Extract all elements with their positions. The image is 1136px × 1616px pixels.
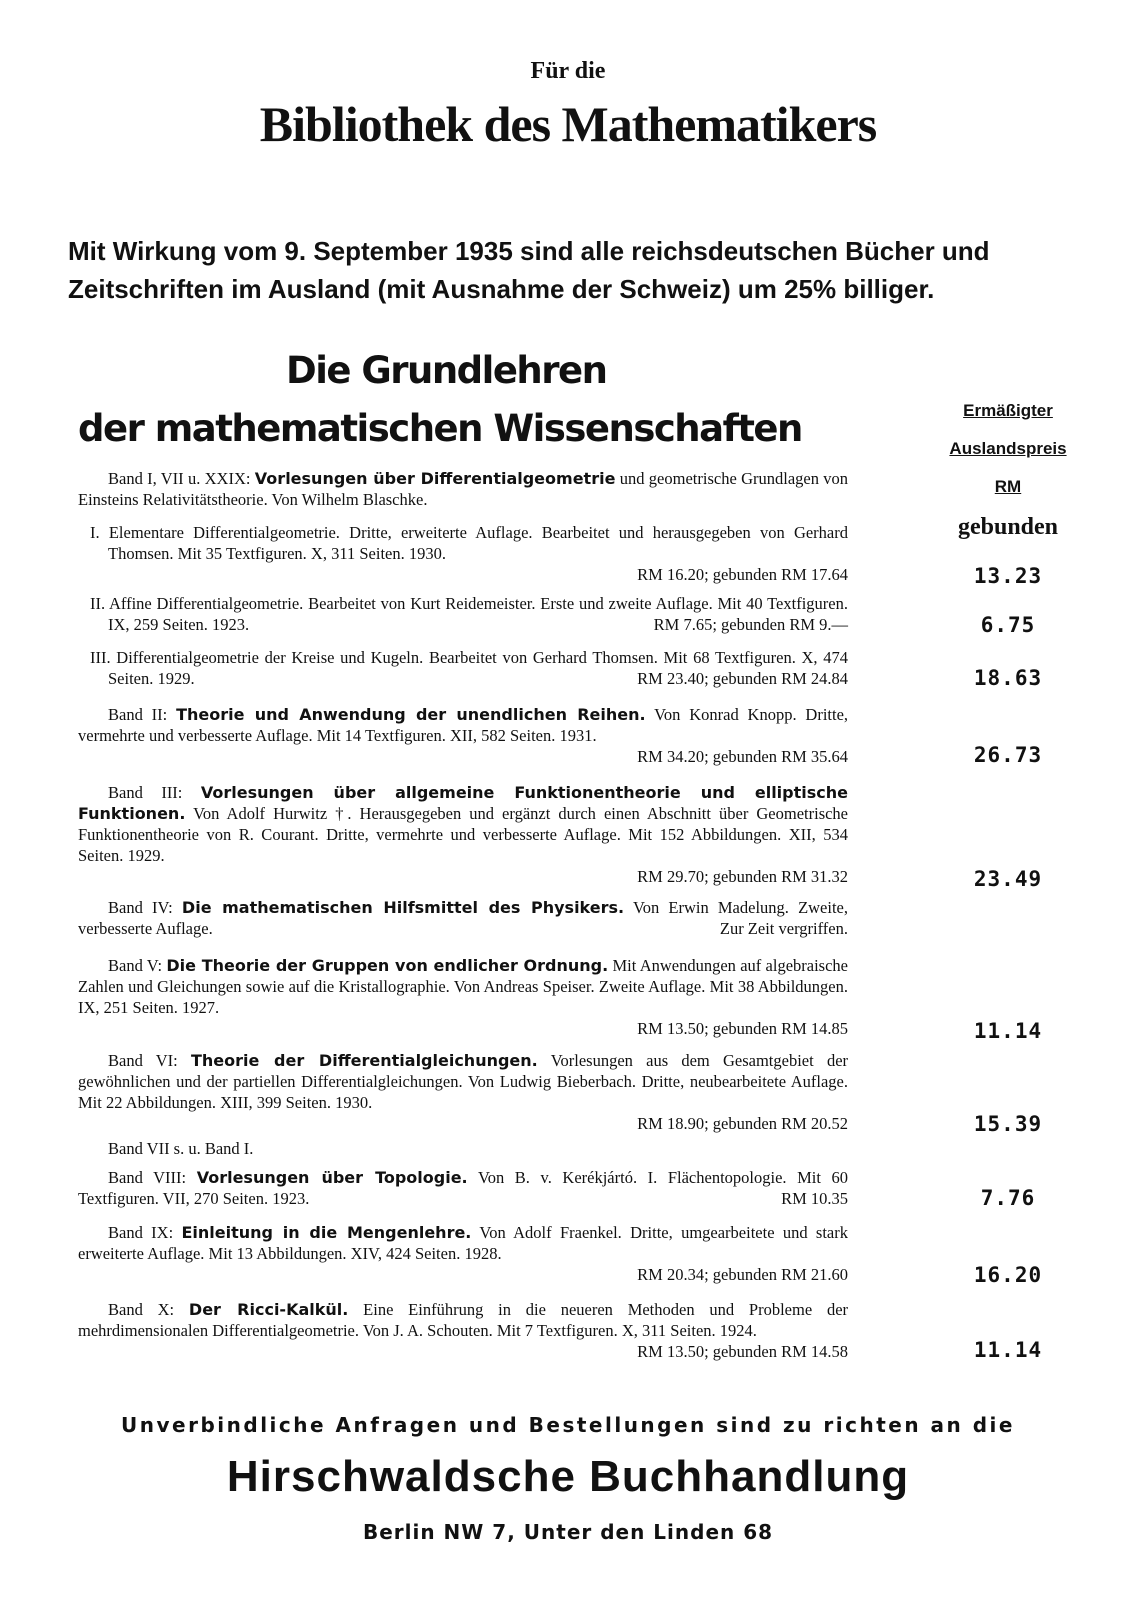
band-description: Von Erwin Madelung. Zweite, verbesserte Auflage.	[78, 898, 849, 938]
notice-line-2: Zeitschriften im Ausland (mit Ausnahme der Schweiz) um 25% billiger.	[68, 274, 935, 304]
reduced-price: 15.39	[973, 1112, 1043, 1136]
band-title: Einleitung in die Mengenlehre.	[181, 1223, 472, 1242]
part-text: III. Differentialgeometrie der Kreise und Kugeln. Bearbeitet von Gerhard Thomsen. Mit 68 Textfiguren. X, 474 Seiten. 1929. RM 23.40; gebunden RM 24.84	[90, 648, 848, 688]
reduced-price: 7.76	[980, 1186, 1036, 1210]
band-prefix: Band X:	[108, 1300, 175, 1319]
list-item-band-1-part-3	[78, 647, 848, 689]
notice-line-1: Mit Wirkung vom 9. September 1935 sind alle reichsdeutschen Bücher und	[68, 236, 990, 266]
band-prefix: Band I, VII u. XXIX:	[108, 469, 251, 488]
band-title: Der Ricci-Kalkül.	[188, 1300, 349, 1319]
list-price: RM 34.20; gebunden RM 35.64	[637, 747, 848, 766]
band-description: Von B. v. Kerékjártó. I. Flächentopologie. Mit 60 Textfiguren. VII, 270 Seiten. 1923.	[78, 1168, 849, 1208]
header-for-line: Für die	[530, 58, 606, 84]
list-item-band-9	[78, 1222, 848, 1285]
list-price: RM 13.50; gebunden RM 14.85	[637, 1019, 848, 1038]
list-item-band-5	[78, 955, 848, 1039]
list-price: RM 13.50; gebunden RM 14.58	[637, 1342, 848, 1361]
price-notice	[68, 232, 1088, 308]
list-price: RM 18.90; gebunden RM 20.52	[637, 1114, 848, 1133]
band-prefix: Band VIII:	[108, 1168, 187, 1187]
band-cross-reference: Band VII s. u. Band I.	[108, 1139, 254, 1158]
list-item-band-4	[78, 897, 848, 939]
band-description: Von Konrad Knopp. Dritte, vermehrte und verbesserte Auflage. Mit 14 Textfiguren. XII, 582 Seiten. 1931.	[78, 705, 849, 745]
band-title: Die Theorie der Gruppen von endlicher Ordnung.	[166, 956, 609, 975]
list-item-band-1-part-2	[78, 593, 848, 635]
band-description: und geometrische Grundlagen von Einsteins Relativitätstheorie. Von Wilhelm Blaschke.	[78, 469, 849, 509]
price-column-header	[930, 392, 1086, 546]
availability-note: Zur Zeit vergriffen.	[719, 919, 848, 938]
list-item-band-7	[78, 1138, 848, 1159]
reduced-price: 16.20	[973, 1263, 1043, 1287]
band-title: Vorlesungen über allgemeine Funktionentheorie und elliptische Funktionen.	[78, 783, 849, 823]
series-title-line-2: der mathematischen Wissenschaften	[78, 407, 802, 450]
bookshop-address: Berlin NW 7, Unter den Linden 68	[362, 1520, 774, 1544]
list-item-band-2	[78, 704, 848, 767]
list-price: RM 29.70; gebunden RM 31.32	[637, 867, 848, 886]
band-prefix: Band V:	[108, 956, 163, 975]
reduced-price: 11.14	[973, 1019, 1043, 1043]
band-title: Vorlesungen über Topologie.	[196, 1168, 468, 1187]
band-prefix: Band IX:	[108, 1223, 174, 1242]
list-item-band-1	[78, 468, 848, 510]
list-item-band-10	[78, 1299, 848, 1362]
band-description: Mit Anwendungen auf algebraische Zahlen und Gleichungen sowie auf die Kristallographie. Von Andreas Speiser. Zweite Auflage. Mit 38 Abbildungen. IX, 251 Seiten. 1927.	[78, 956, 848, 1017]
reduced-price: 26.73	[973, 743, 1043, 767]
price-header-line-1: Ermäßigter	[963, 401, 1053, 420]
band-prefix: Band III:	[108, 783, 183, 802]
band-title: Vorlesungen über Differentialgeometrie	[254, 469, 616, 488]
part-text: I. Elementare Differentialgeometrie. Dritte, erweiterte Auflage. Bearbeitet und herausgegeben von Gerhard Thomsen. Mit 35 Textfiguren. X, 311 Seiten. 1930.	[90, 523, 848, 563]
list-item-band-6	[78, 1050, 848, 1134]
inquiry-note: Unverbindliche Anfragen und Bestellungen sind zu richten an die	[121, 1413, 1015, 1437]
list-item-band-8	[78, 1167, 848, 1209]
list-price: RM 23.40; gebunden RM 24.84	[637, 669, 848, 688]
price-header-currency: RM	[994, 477, 1022, 496]
list-price: RM 10.35	[781, 1189, 848, 1208]
band-description: Eine Einführung in die neueren Methoden und Probleme der mehrdimensionalen Differentialgeometrie. Von J. A. Schouten. Mit 7 Textfiguren. X, 311 Seiten. 1924.	[78, 1300, 849, 1340]
band-description: Vorlesungen aus dem Gesamtgebiet der gewöhnlichen und der partiellen Differentialgleichungen. Von Ludwig Bieberbach. Dritte, neubearbeitete Auflage. Mit 22 Abbildungen. XIII, 399 Seiten. 1930.	[78, 1051, 849, 1112]
reduced-price: 6.75	[980, 613, 1036, 637]
reduced-price: 13.23	[973, 564, 1043, 588]
price-header-bound: gebunden	[957, 514, 1059, 540]
list-price: RM 7.65; gebunden RM 9.—	[653, 615, 848, 634]
band-title: Theorie der Differentialgleichungen.	[191, 1051, 538, 1070]
band-description: Von Adolf Hurwitz †. Herausgegeben und ergänzt durch einen Abschnitt über Geometrische Funktionentheorie von R. Courant. Dritte, vermehrte und verbesserte Auflage. Mit 152 Abbildungen. XII, 534 Seiten. 1929.	[78, 804, 849, 865]
page-title: Bibliothek des Mathematikers	[259, 96, 877, 152]
band-prefix: Band IV:	[108, 898, 173, 917]
band-title: Die mathematischen Hilfsmittel des Physikers.	[181, 898, 625, 917]
list-price: RM 16.20; gebunden RM 17.64	[637, 565, 848, 584]
band-prefix: Band VI:	[108, 1051, 178, 1070]
band-description: Von Adolf Fraenkel. Dritte, umgearbeitete und stark erweiterte Auflage. Mit 13 Abbildungen. XIV, 424 Seiten. 1928.	[78, 1223, 848, 1263]
series-title	[78, 342, 878, 458]
part-text: II. Affine Differentialgeometrie. Bearbeitet von Kurt Reidemeister. Erste und zweite Auflage. Mit 40 Textfiguren. IX, 259 Seiten. 1923. RM 7.65; gebunden RM 9.—	[90, 594, 848, 634]
bookshop-name: Hirschwaldsche Buchhandlung	[226, 1452, 910, 1501]
price-header-line-2: Auslandspreis	[949, 439, 1067, 458]
list-item-band-3	[78, 782, 848, 887]
reduced-price: 23.49	[973, 867, 1043, 891]
list-item-band-1-part-1	[78, 522, 848, 585]
list-price: RM 20.34; gebunden RM 21.60	[637, 1265, 848, 1284]
reduced-price: 18.63	[973, 666, 1043, 690]
series-title-line-1: Die Grundlehren	[286, 349, 607, 392]
band-prefix: Band II:	[108, 705, 168, 724]
reduced-price: 11.14	[973, 1338, 1043, 1362]
band-title: Theorie und Anwendung der unendlichen Reihen.	[176, 705, 646, 724]
